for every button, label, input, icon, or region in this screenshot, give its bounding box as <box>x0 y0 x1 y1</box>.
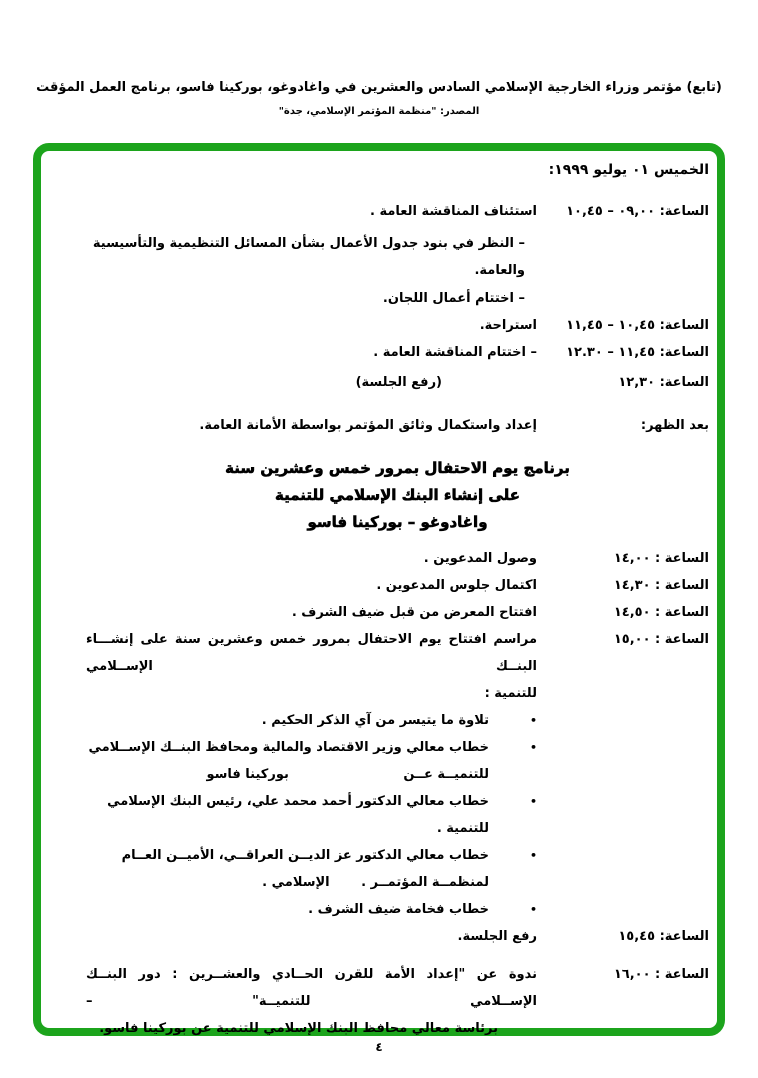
bullet-icon: • <box>529 741 537 754</box>
schedule-row <box>86 369 709 396</box>
time-label: بعد الظهر: <box>640 418 709 433</box>
row-text: رفع الجلسة. <box>457 929 537 944</box>
schedule-row <box>86 545 709 572</box>
schedule-row <box>86 412 709 439</box>
row-text: افتتاح المعرض من قبل ضيف الشرف . <box>291 605 537 620</box>
schedule-row <box>86 599 709 626</box>
header-source: المصدر: "منظمة المؤتمر الإسلامي، جدة" <box>278 106 480 117</box>
celebration-title <box>86 455 709 536</box>
bullet-item <box>86 896 709 923</box>
bullet-icon: • <box>529 903 537 916</box>
bullet-text <box>86 842 489 896</box>
row-text-line: للتنمية : <box>484 686 537 701</box>
bullet-icon: • <box>529 795 537 808</box>
bullet-item <box>86 788 709 842</box>
time-label: الساعة: ١٥,٤٥ <box>618 929 709 944</box>
bullet-icon: • <box>529 849 537 862</box>
bullet-item <box>86 734 709 788</box>
row-text-line: ندوة عن "إعداد الأمة للقرن الحــادي والعشــرين : دور البنــك الإســلامي للتنميــة" – <box>86 967 537 1009</box>
schedule-row <box>86 198 709 225</box>
schedule-row <box>86 339 709 366</box>
bullet-text-line: خطاب معالي الدكتور عز الديــن العراقــي، الأميــن العــام لمنظمــة المؤتمــر . <box>121 848 489 890</box>
schedule-frame <box>33 143 725 1036</box>
row-text: اكتمال جلوس المدعوين . <box>376 578 537 593</box>
celebration-title-line: واغادوغو – بوركينا فاسو <box>307 513 488 531</box>
row-text: وصول المدعوين . <box>423 551 537 566</box>
bullet-item <box>86 842 709 896</box>
page-header <box>0 78 758 119</box>
bullet-list <box>86 707 709 923</box>
row-text: – اختتام أعمال اللجان. <box>382 291 525 306</box>
bullet-text: خطاب فخامة ضيف الشرف . <box>308 902 489 917</box>
schedule-subitem <box>86 285 709 312</box>
row-text: – النظر في بنود جدول الأعمال بشأن المسائل التنظيمية والتأسيسية والعامة. <box>92 236 525 278</box>
bullet-item <box>86 707 709 734</box>
row-text: (رفع الجلسة) <box>355 375 442 390</box>
bullet-text <box>86 734 489 788</box>
row-text-line: برئاسة معالي محافظ البنك الإسلامي للتنمية عن بوركينا فاسو. <box>99 1021 498 1036</box>
time-label: الساعة: ١٠,٤٥ – ١١,٤٥ <box>566 318 709 333</box>
celebration-title-line: برنامج يوم الاحتفال بمرور خمس وعشرين سنة <box>225 459 570 477</box>
page-number: ٤ <box>375 1040 383 1054</box>
day-heading: الخميس ٠١ يوليو ١٩٩٩: <box>548 162 709 178</box>
row-text <box>86 961 537 1042</box>
header-title: (تابع) مؤتمر وزراء الخارجية الإسلامي السادس والعشرين في واغادوغو، بوركينا فاسو، برنامج العمل المؤقت <box>36 80 722 95</box>
bullet-text-line: خطاب معالي وزير الاقتصاد والمالية ومحافظ البنــك الإســلامي للتنميــة عــن <box>88 740 489 782</box>
bullet-icon: • <box>529 714 537 727</box>
time-label: الساعة: ١٢,٣٠ <box>618 375 709 390</box>
bullet-text: خطاب معالي الدكتور أحمد محمد علي، رئيس البنك الإسلامي للتنمية . <box>107 794 489 836</box>
schedule-row <box>86 961 709 1042</box>
time-label: الساعة: ٠٩,٠٠ – ١٠,٤٥ <box>566 204 709 219</box>
time-label: الساعة : ١٦,٠٠ <box>613 967 709 982</box>
row-text: – اختتام المناقشة العامة . <box>373 345 537 360</box>
bullet-text: تلاوة ما يتيسر من آي الذكر الحكيم . <box>261 713 489 728</box>
time-label: الساعة : ١٤,٣٠ <box>613 578 709 593</box>
time-label: الساعة : ١٤,٠٠ <box>613 551 709 566</box>
row-text: استئناف المناقشة العامة . <box>369 204 537 219</box>
time-label: الساعة: ١١,٤٥ – ١٢.٣٠ <box>566 345 709 360</box>
row-text: إعداد واستكمال وثائق المؤتمر بواسطة الأمانة العامة. <box>199 418 537 433</box>
schedule-row <box>86 572 709 599</box>
row-text-line: مراسم افتتاح يوم الاحتفال بمرور خمس وعشرين سنة على إنشـــاء البنــك الإســلامي <box>86 632 537 674</box>
row-text: استراحة. <box>479 318 537 333</box>
schedule-row <box>86 626 709 707</box>
celebration-title-line: على إنشاء البنك الإسلامي للتنمية <box>275 486 520 504</box>
row-text <box>86 626 537 707</box>
time-label: الساعة : ١٥,٠٠ <box>613 632 709 647</box>
schedule-subitem <box>86 230 709 284</box>
schedule-row <box>86 312 709 339</box>
bullet-text-line: بوركينا فاسو <box>206 767 289 782</box>
time-label: الساعة : ١٤,٥٠ <box>613 605 709 620</box>
schedule-row <box>86 923 709 950</box>
bullet-text-line: الإسلامي . <box>262 875 330 890</box>
